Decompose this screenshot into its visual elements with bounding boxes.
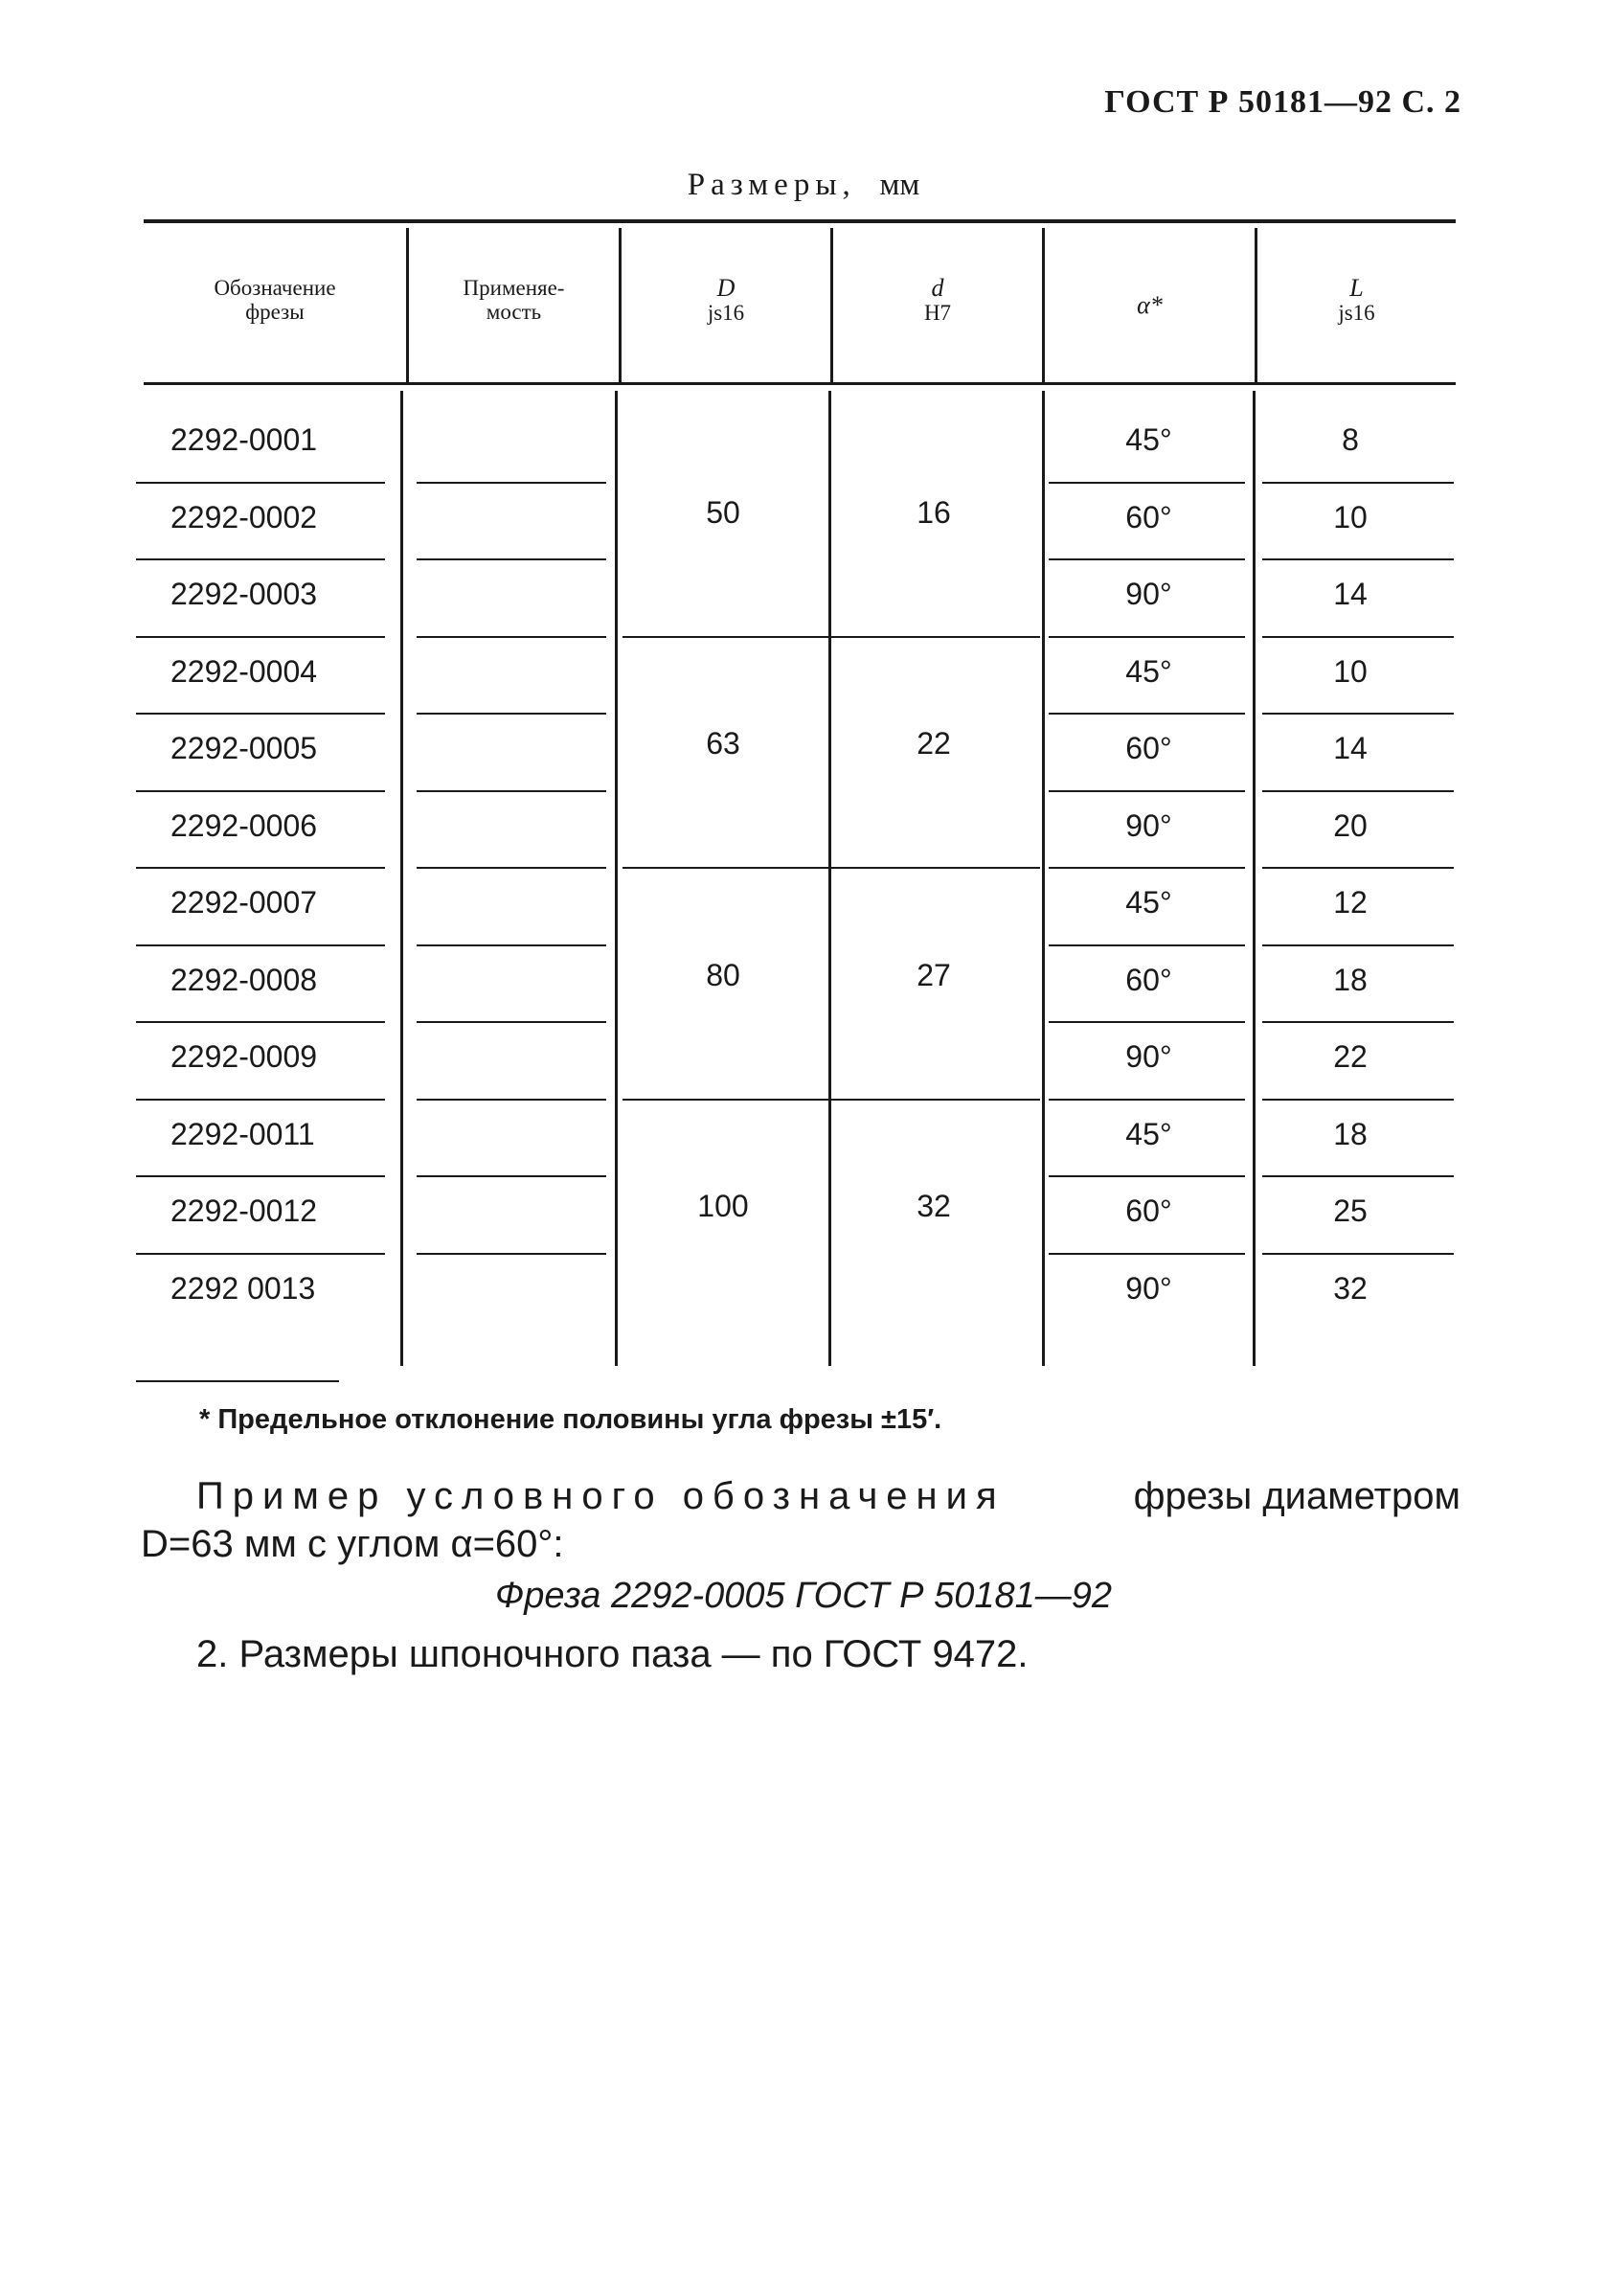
cell-L: 14 — [1333, 577, 1368, 611]
cell-code: 2292-0011 — [170, 1116, 315, 1151]
cell-L: 20 — [1333, 807, 1368, 843]
cell-code: 2292-0012 — [170, 1193, 318, 1228]
cell-code: 2292-0001 — [170, 422, 318, 457]
row-rule — [417, 1175, 606, 1177]
header-d-symbol: d — [931, 274, 944, 302]
row-rule — [1049, 636, 1245, 638]
row-rule — [136, 636, 385, 638]
cell-alpha: 60° — [1125, 1193, 1172, 1228]
example-paragraph — [141, 1472, 1460, 1568]
cell-alpha: 45° — [1125, 885, 1172, 920]
example-rest-text: фрезы диаметром — [1133, 1475, 1460, 1517]
body-divider — [828, 391, 831, 1366]
cell-code: 2292-0002 — [170, 499, 318, 534]
caption-unit: мм — [879, 168, 920, 202]
footnote-rule — [136, 1380, 339, 1382]
row-rule — [1049, 1175, 1245, 1177]
header-alpha — [1045, 293, 1255, 318]
caption-word: Размеры, — [687, 168, 856, 202]
row-rule — [1049, 558, 1245, 560]
cell-d: 27 — [917, 957, 951, 992]
cell-L: 32 — [1333, 1270, 1368, 1306]
body-divider — [615, 391, 618, 1366]
group-rule — [622, 1099, 1040, 1101]
cell-L: 22 — [1333, 1039, 1368, 1074]
row-rule — [1262, 482, 1454, 484]
row-rule — [417, 636, 606, 638]
cell-code: 2292-0004 — [170, 653, 318, 689]
row-rule — [136, 867, 385, 869]
header-designation-line1: Обозначение — [214, 276, 336, 300]
header-bottom-rule — [144, 382, 1456, 385]
cell-alpha: 45° — [1125, 1116, 1172, 1151]
cell-L: 18 — [1333, 962, 1368, 997]
cell-code: 2292-0009 — [170, 1039, 318, 1074]
cell-L: 10 — [1333, 653, 1368, 689]
row-rule — [417, 790, 606, 792]
row-rule — [136, 713, 385, 715]
row-rule — [1049, 1099, 1245, 1101]
cell-d: 16 — [917, 494, 951, 530]
cell-code: 2292-0003 — [170, 577, 318, 611]
row-rule — [1049, 867, 1245, 869]
row-rule — [1049, 790, 1245, 792]
section-2: 2. Размеры шпоночного паза — по ГОСТ 9472. — [196, 1633, 1029, 1675]
row-rule — [1262, 1099, 1454, 1101]
cell-alpha: 90° — [1125, 577, 1172, 611]
table-top-rule — [144, 219, 1456, 223]
group-rule — [622, 636, 1040, 638]
row-rule — [417, 1021, 606, 1023]
row-rule — [1049, 1253, 1245, 1255]
row-rule — [1049, 1021, 1245, 1023]
cell-D: 63 — [706, 726, 740, 762]
body-divider — [400, 391, 403, 1366]
header-applicability — [409, 276, 619, 324]
cell-L: 8 — [1342, 422, 1359, 457]
cell-code: 2292-0005 — [170, 731, 318, 765]
row-rule — [136, 1021, 385, 1023]
row-rule — [1049, 713, 1245, 715]
row-rule — [1262, 944, 1454, 946]
header-D-tolerance: js16 — [707, 301, 745, 325]
cell-alpha: 45° — [1125, 422, 1172, 457]
row-rule — [417, 1099, 606, 1101]
page-header: ГОСТ Р 50181—92 С. 2 — [1104, 84, 1461, 120]
cell-alpha: 45° — [1125, 653, 1172, 689]
row-rule — [136, 1175, 385, 1177]
row-rule — [136, 790, 385, 792]
cell-code: 2292-0006 — [170, 807, 318, 843]
header-L-symbol: L — [1349, 274, 1364, 302]
cell-alpha: 60° — [1125, 731, 1172, 765]
row-rule — [1262, 790, 1454, 792]
header-d-tolerance: H7 — [923, 301, 952, 325]
group-rule — [622, 867, 1040, 869]
row-rule — [417, 482, 606, 484]
row-rule — [1262, 558, 1454, 560]
row-rule — [1262, 1021, 1454, 1023]
cell-D: 80 — [706, 957, 740, 992]
header-D-symbol: D — [716, 274, 736, 302]
row-rule — [136, 1253, 385, 1255]
row-rule — [1262, 1175, 1454, 1177]
example-line1 — [196, 1472, 1460, 1520]
row-rule — [1049, 482, 1245, 484]
cell-alpha: 90° — [1125, 1039, 1172, 1074]
row-rule — [136, 482, 385, 484]
header-L-tolerance: js16 — [1338, 301, 1375, 325]
cell-L: 14 — [1333, 731, 1368, 765]
cell-code: 2292-0007 — [170, 885, 318, 920]
cell-L: 25 — [1333, 1193, 1368, 1228]
row-rule — [1049, 944, 1245, 946]
row-rule — [136, 944, 385, 946]
row-rule — [136, 1099, 385, 1101]
cell-D: 100 — [697, 1189, 749, 1224]
footnote: * Предельное отклонение половины угла фрезы ±15′. — [199, 1404, 942, 1435]
header-D — [622, 276, 830, 325]
cell-L: 12 — [1333, 885, 1368, 920]
example-line2: D=63 мм с углом α=60°: — [141, 1523, 564, 1565]
table-caption — [0, 168, 1607, 203]
cell-alpha: 90° — [1125, 807, 1172, 843]
header-d — [833, 276, 1042, 325]
cell-L: 10 — [1333, 499, 1368, 534]
header-applicability-line2: мость — [486, 300, 542, 324]
header-alpha-symbol: α* — [1137, 291, 1163, 319]
cell-code: 2292 0013 — [170, 1270, 316, 1306]
header-applicability-line1: Применяе- — [463, 276, 565, 300]
cell-L: 18 — [1333, 1116, 1368, 1151]
cell-D: 50 — [706, 494, 740, 530]
cell-alpha: 60° — [1125, 499, 1172, 534]
row-rule — [1262, 867, 1454, 869]
row-rule — [417, 558, 606, 560]
row-rule — [1262, 636, 1454, 638]
cell-code: 2292-0008 — [170, 962, 318, 997]
row-rule — [136, 558, 385, 560]
header-designation — [144, 276, 406, 324]
row-rule — [417, 1253, 606, 1255]
row-rule — [1262, 1253, 1454, 1255]
row-rule — [417, 944, 606, 946]
header-L — [1257, 276, 1456, 325]
header-designation-line2: фрезы — [245, 300, 305, 324]
cell-alpha: 90° — [1125, 1270, 1172, 1306]
row-rule — [1262, 713, 1454, 715]
example-spaced-text: Пример условного обозначения — [196, 1475, 1006, 1517]
example-designation: Фреза 2292-0005 ГОСТ Р 50181—92 — [494, 1576, 1112, 1616]
cell-d: 22 — [917, 726, 951, 762]
row-rule — [417, 867, 606, 869]
row-rule — [417, 713, 606, 715]
cell-alpha: 60° — [1125, 962, 1172, 997]
cell-d: 32 — [917, 1189, 951, 1224]
